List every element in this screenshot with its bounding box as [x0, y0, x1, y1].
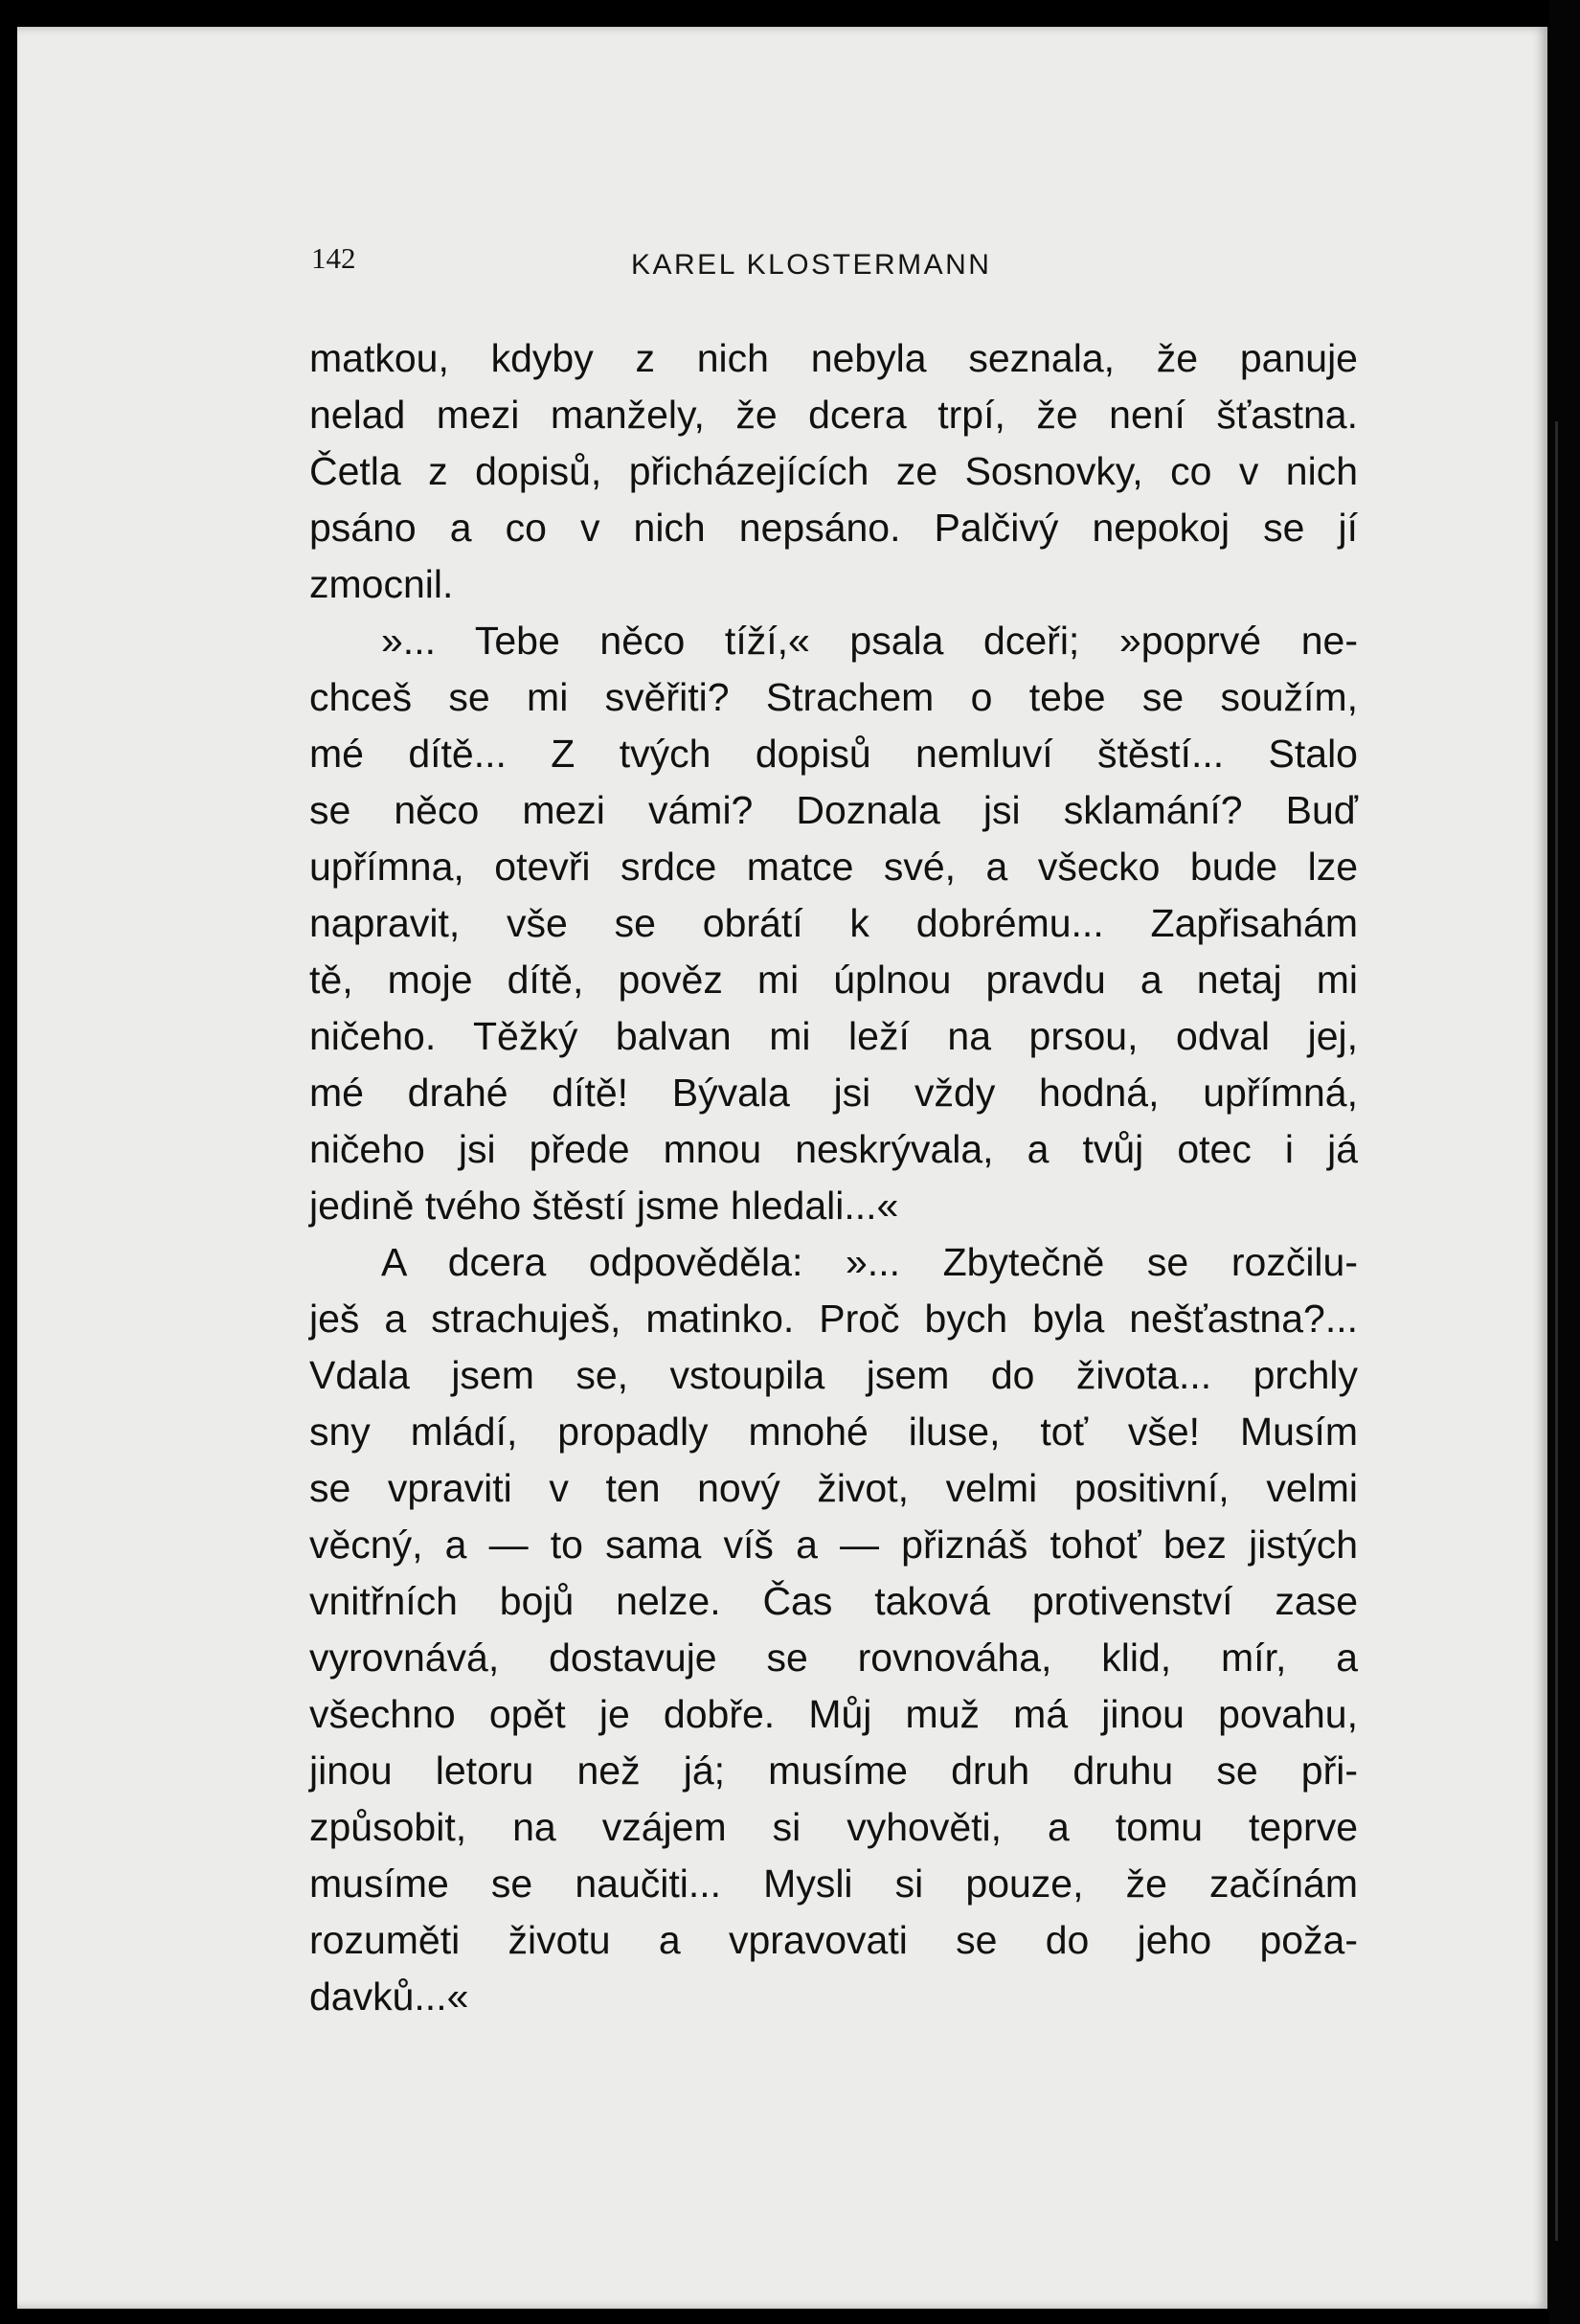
text-line: způsobit, na vzájem si vyhověti, a tomu teprve: [309, 1805, 1358, 1849]
scan-edge-line: [1555, 421, 1558, 2241]
text-line: zmocnil.: [309, 562, 454, 606]
text-line: Vdala jsem se, vstoupila jsem do života... prchly: [309, 1353, 1358, 1397]
text-line: Četla z dopisů, přicházejících ze Sosnovky, co v nich: [309, 449, 1358, 493]
text-line: jinou letoru než já; musíme druh druhu se při-: [309, 1749, 1358, 1793]
running-head-author: KAREL KLOSTERMANN: [631, 249, 992, 281]
text-line: nelad mezi manžely, že dcera trpí, že není šťastna.: [309, 393, 1358, 437]
page-number: 142: [311, 241, 356, 275]
text-line: věcný, a — to sama víš a — přiznáš tohoť bez jistých: [309, 1523, 1358, 1567]
body-text: [309, 330, 1358, 2025]
text-line: rozuměti životu a vpravovati se do jeho poža-: [309, 1918, 1358, 1962]
text-line: chceš se mi svěřiti? Strachem o tebe se soužím,: [309, 675, 1358, 719]
text-line: ničeho. Těžký balvan mi leží na prsou, odval jej,: [309, 1014, 1358, 1058]
text-line: ničeho jsi přede mnou neskrývala, a tvůj otec i já: [309, 1127, 1358, 1171]
text-line: jedině tvého štěstí jsme hledali...«: [309, 1184, 899, 1228]
text-line: upřímna, otevři srdce matce své, a všecko bude lze: [309, 845, 1358, 889]
text-line: mé dítě... Z tvých dopisů nemluví štěstí... Stalo: [309, 732, 1358, 776]
text-line: musíme se naučiti... Mysli si pouze, že začínám: [309, 1861, 1358, 1906]
text-line: davků...«: [309, 1974, 469, 2019]
text-line: psáno a co v nich nepsáno. Palčivý nepokoj se jí: [309, 506, 1358, 550]
text-line: všechno opět je dobře. Můj muž má jinou povahu,: [309, 1692, 1358, 1736]
text-line: A dcera odpověděla: »... Zbytečně se rozčilu-: [381, 1240, 1358, 1284]
text-line: ješ a strachuješ, matinko. Proč bych byla nešťastna?...: [309, 1297, 1358, 1341]
text-line: tě, moje dítě, pověz mi úplnou pravdu a netaj mi: [309, 958, 1358, 1002]
scan-right-edge: [1549, 0, 1580, 2324]
text-line: matkou, kdyby z nich nebyla seznala, že panuje: [309, 336, 1358, 380]
text-line: mé drahé dítě! Bývala jsi vždy hodná, upřímná,: [309, 1071, 1358, 1115]
page-header: [311, 241, 1365, 289]
text-line: vyrovnává, dostavuje se rovnováha, klid, mír, a: [309, 1636, 1358, 1680]
text-line: vnitřních bojů nelze. Čas taková protivenství zase: [309, 1579, 1358, 1623]
text-line: »... Tebe něco tíží,« psala dceři; »poprvé ne-: [381, 619, 1358, 663]
text-line: se vpraviti v ten nový život, velmi positivní, velmi: [309, 1466, 1358, 1510]
text-line: napravit, vše se obrátí k dobrému... Zapřisahám: [309, 901, 1358, 945]
text-line: sny mládí, propadly mnohé iluse, toť vše! Musím: [309, 1410, 1358, 1454]
text-line: se něco mezi vámi? Doznala jsi sklamání? Buď: [309, 788, 1358, 832]
